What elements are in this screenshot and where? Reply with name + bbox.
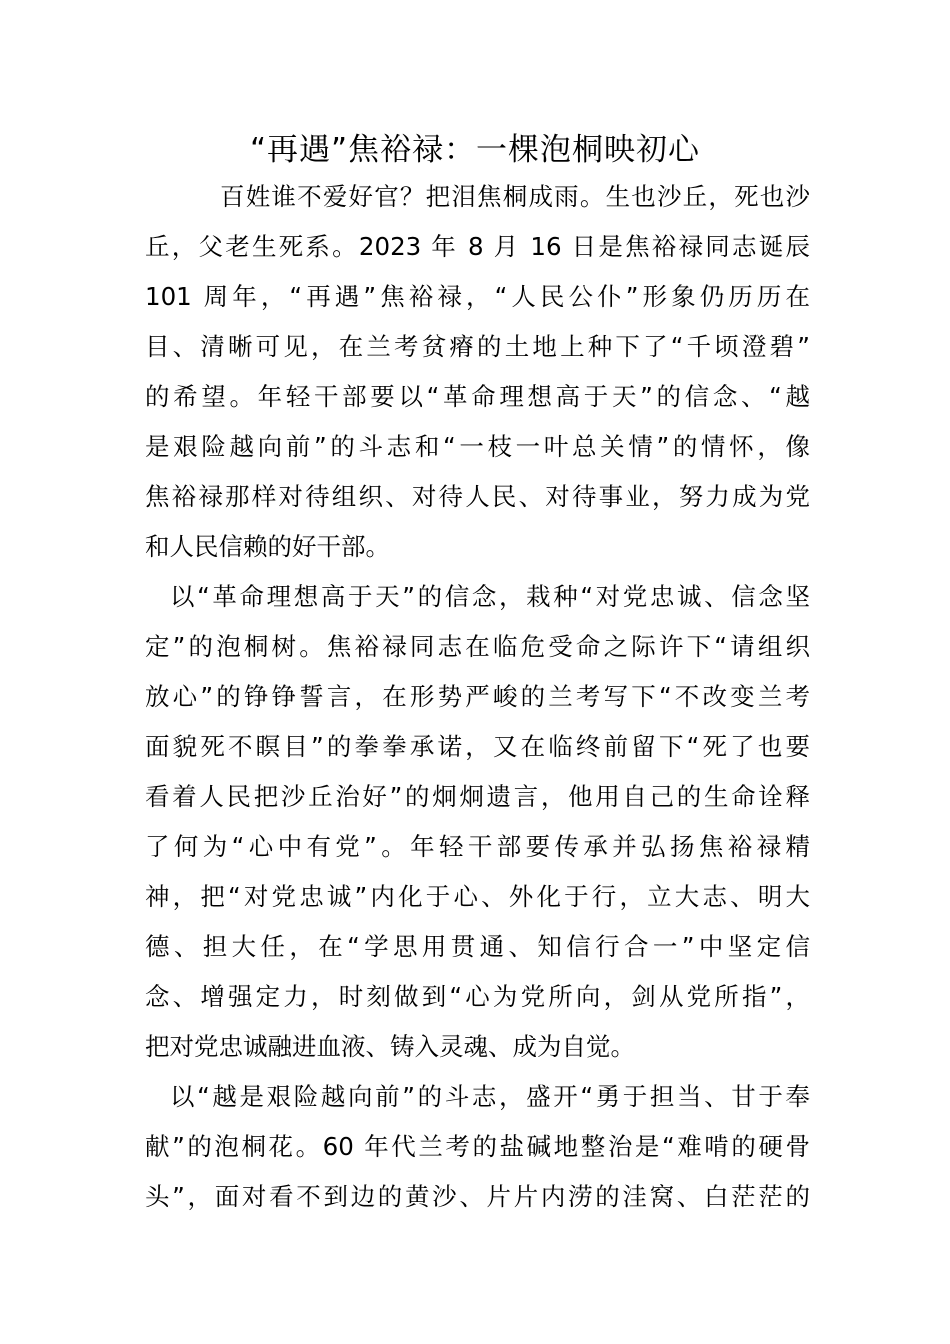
paragraph-2-line-3: 放心”的铮铮誓言，在形势严峻的兰考写下“不改变兰考 [145, 682, 810, 711]
paragraph-1-line-5: 的希望。年轻干部要以“革命理想高于天”的信念、“越 [145, 382, 810, 411]
paragraph-3-line-2: 献”的泡桐花。60 年代兰考的盐碱地整治是“难啃的硬骨 [145, 1132, 810, 1161]
paragraph-2-line-8: 德、担大任，在“学思用贯通、知信行合一”中坚定信 [145, 932, 810, 961]
paragraph-1-line-7: 焦裕禄那样对待组织、对待人民、对待事业，努力成为党 [145, 482, 810, 511]
paragraph-3-line-3: 头”，面对看不到边的黄沙、片片内涝的洼窝、白茫茫的 [145, 1182, 810, 1211]
paragraph-2-line-7: 神，把“对党忠诚”内化于心、外化于行，立大志、明大 [145, 882, 810, 911]
paragraph-1-line-6: 是艰险越向前”的斗志和“一枝一叶总关情”的情怀，像 [145, 432, 810, 461]
paragraph-2-line-6: 了何为“心中有党”。年轻干部要传承并弘扬焦裕禄精 [145, 832, 810, 861]
paragraph-1-line-8: 和人民信赖的好干部。 [145, 532, 390, 561]
paragraph-2-line-5: 看着人民把沙丘治好”的炯炯遗言，他用自己的生命诠释 [145, 782, 810, 811]
paragraph-1-line-2: 丘，父老生死系。2023 年 8 月 16 日是焦裕禄同志诞辰 [145, 232, 810, 261]
paragraph-1-line-4: 目、清晰可见，在兰考贫瘠的土地上种下了“千顷澄碧” [145, 332, 810, 361]
paragraph-1-line-1: 百姓谁不爱好官？把泪焦桐成雨。生也沙丘，死也沙 [220, 182, 810, 211]
paragraph-1-line-3: 101 周年，“再遇”焦裕禄，“人民公仆”形象仍历历在 [145, 282, 810, 311]
document-title: “再遇”焦裕禄：一棵泡桐映初心 [249, 132, 701, 168]
paragraph-2-line-1: 以“革命理想高于天”的信念，栽种“对党忠诚、信念坚 [170, 582, 810, 611]
paragraph-2-line-10: 把对党忠诚融进血液、铸入灵魂、成为自觉。 [145, 1032, 635, 1061]
paragraph-2-line-9: 念、增强定力，时刻做到“心为党所向，剑从党所指”， [145, 982, 810, 1011]
paragraph-2-line-2: 定”的泡桐树。焦裕禄同志在临危受命之际许下“请组织 [145, 632, 810, 661]
paragraph-3-line-1: 以“越是艰险越向前”的斗志，盛开“勇于担当、甘于奉 [170, 1082, 810, 1111]
paragraph-2-line-4: 面貌死不瞑目”的拳拳承诺，又在临终前留下“死了也要 [145, 732, 810, 761]
